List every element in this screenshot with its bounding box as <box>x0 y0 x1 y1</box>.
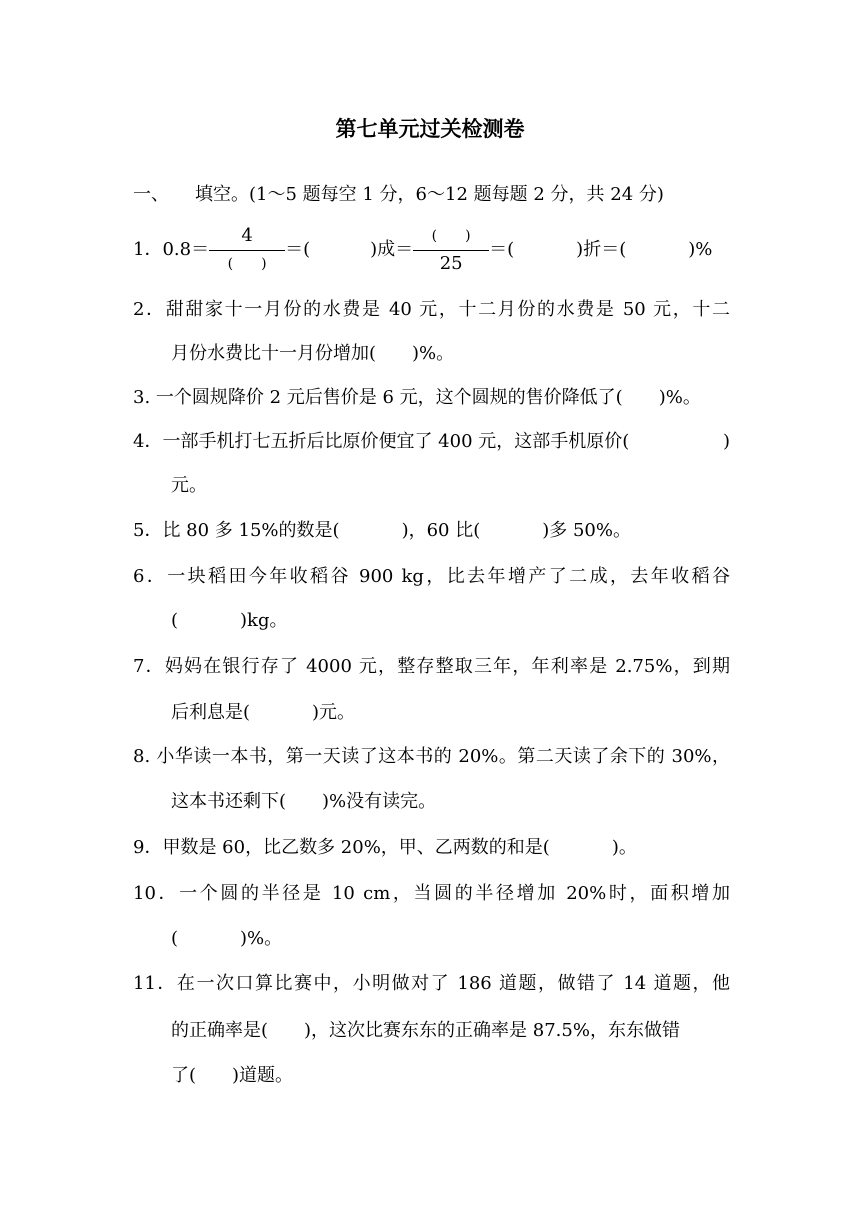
question-7 <box>133 655 730 679</box>
q8-line2-end: )%没有读完。 <box>322 791 437 812</box>
q7-line2-text: 后利息是( <box>171 702 251 723</box>
q10-line2-open: ( <box>171 928 179 949</box>
q7-line2-end: )元。 <box>312 702 356 723</box>
q5-text-c: )多 50%。 <box>542 520 631 541</box>
q1-frac2-numerator: ( ) <box>431 228 471 244</box>
q2-line2-text: 月份水费比十一月份增加( <box>171 343 377 364</box>
question-3 <box>133 386 701 410</box>
q9-end: )。 <box>611 837 637 858</box>
q1-zhe: )折＝( <box>576 239 627 260</box>
q5-text-a: 5．比 80 多 15%的数是( <box>133 520 340 541</box>
question-11-cont-2 <box>171 1064 293 1088</box>
question-2-cont <box>171 342 454 366</box>
q11-line2-text: 的正确率是( <box>171 1020 269 1041</box>
page-title: 第七单元过关检测卷 <box>335 117 525 141</box>
q1-fraction-2 <box>413 225 489 275</box>
question-6 <box>133 565 730 589</box>
q1-pct: )% <box>688 239 713 260</box>
q1-frac2-denominator: 25 <box>439 253 463 274</box>
q11-line2-end: )，这次比赛东东的正确率是 87.5%，东东做错 <box>304 1020 680 1041</box>
q1-fraction-1 <box>209 225 285 275</box>
question-11 <box>133 972 730 996</box>
q3-end: )%。 <box>658 387 701 408</box>
q1-eq-a: ＝( <box>285 239 311 260</box>
q4-end: ) <box>722 431 730 452</box>
section-marker: 一、 <box>133 184 169 205</box>
question-11-cont-1 <box>171 1019 680 1043</box>
question-4 <box>133 430 730 454</box>
q8-line1: 8. 小华读一本书，第一天读了这本书的 20%。第二天读了余下的 30%， <box>133 746 730 767</box>
q1-cheng: )成＝ <box>370 239 414 260</box>
q4-text: 4．一部手机打七五折后比原价便宜了 400 元，这部手机原价( <box>133 431 630 452</box>
q5-text-b: )，60 比( <box>401 520 481 541</box>
question-5 <box>133 519 631 543</box>
q11-line3-text: 了( <box>171 1065 197 1086</box>
q6-line2-open: ( <box>171 610 179 631</box>
q8-line2-text: 这本书还剩下( <box>171 791 287 812</box>
q1-lead: 1．0.8＝ <box>133 239 210 260</box>
question-9 <box>133 836 637 860</box>
q11-line1: 11．在一次口算比赛中，小明做对了 186 道题，做错了 14 道题，他 <box>133 973 730 994</box>
question-10-cont <box>171 927 282 951</box>
question-4-cont: 元。 <box>171 475 207 496</box>
q1-frac1-numerator: 4 <box>241 225 253 246</box>
question-7-cont <box>171 701 355 725</box>
fraction-bar <box>209 250 285 251</box>
question-8-cont <box>171 790 436 814</box>
q1-eq-b: ＝( <box>489 239 515 260</box>
q11-line3-end: )道题。 <box>232 1065 294 1086</box>
q9-text: 9．甲数是 60，比乙数多 20%，甲、乙两数的和是( <box>133 837 550 858</box>
section-instructions: 填空。(1～5 题每空 1 分，6～12 题每题 2 分，共 24 分) <box>195 184 664 205</box>
q1-frac1-denominator: ( ) <box>227 256 267 272</box>
q2-line1: 2．甜甜家十一月份的水费是 40 元，十二月份的水费是 50 元，十二 <box>133 299 730 320</box>
q6-line1: 6．一块稻田今年收稻谷 900 kg，比去年增产了二成，去年收稻谷 <box>133 566 730 587</box>
question-8 <box>133 745 730 769</box>
question-1 <box>133 225 712 275</box>
q10-line2-end: )%。 <box>240 928 283 949</box>
section-heading <box>133 183 664 207</box>
q2-line2-end: )%。 <box>412 343 455 364</box>
q10-line1: 10．一个圆的半径是 10 cm，当圆的半径增加 20%时，面积增加 <box>133 883 730 904</box>
q3-text: 3. 一个圆规降价 2 元后售价是 6 元，这个圆规的售价降低了( <box>133 387 623 408</box>
q6-line2-end: )kg。 <box>240 610 288 631</box>
question-10 <box>133 882 730 906</box>
q7-line1: 7．妈妈在银行存了 4000 元，整存整取三年，年利率是 2.75%，到期 <box>133 656 730 677</box>
fraction-bar <box>413 250 489 251</box>
question-6-cont <box>171 609 287 633</box>
question-2 <box>133 298 730 322</box>
